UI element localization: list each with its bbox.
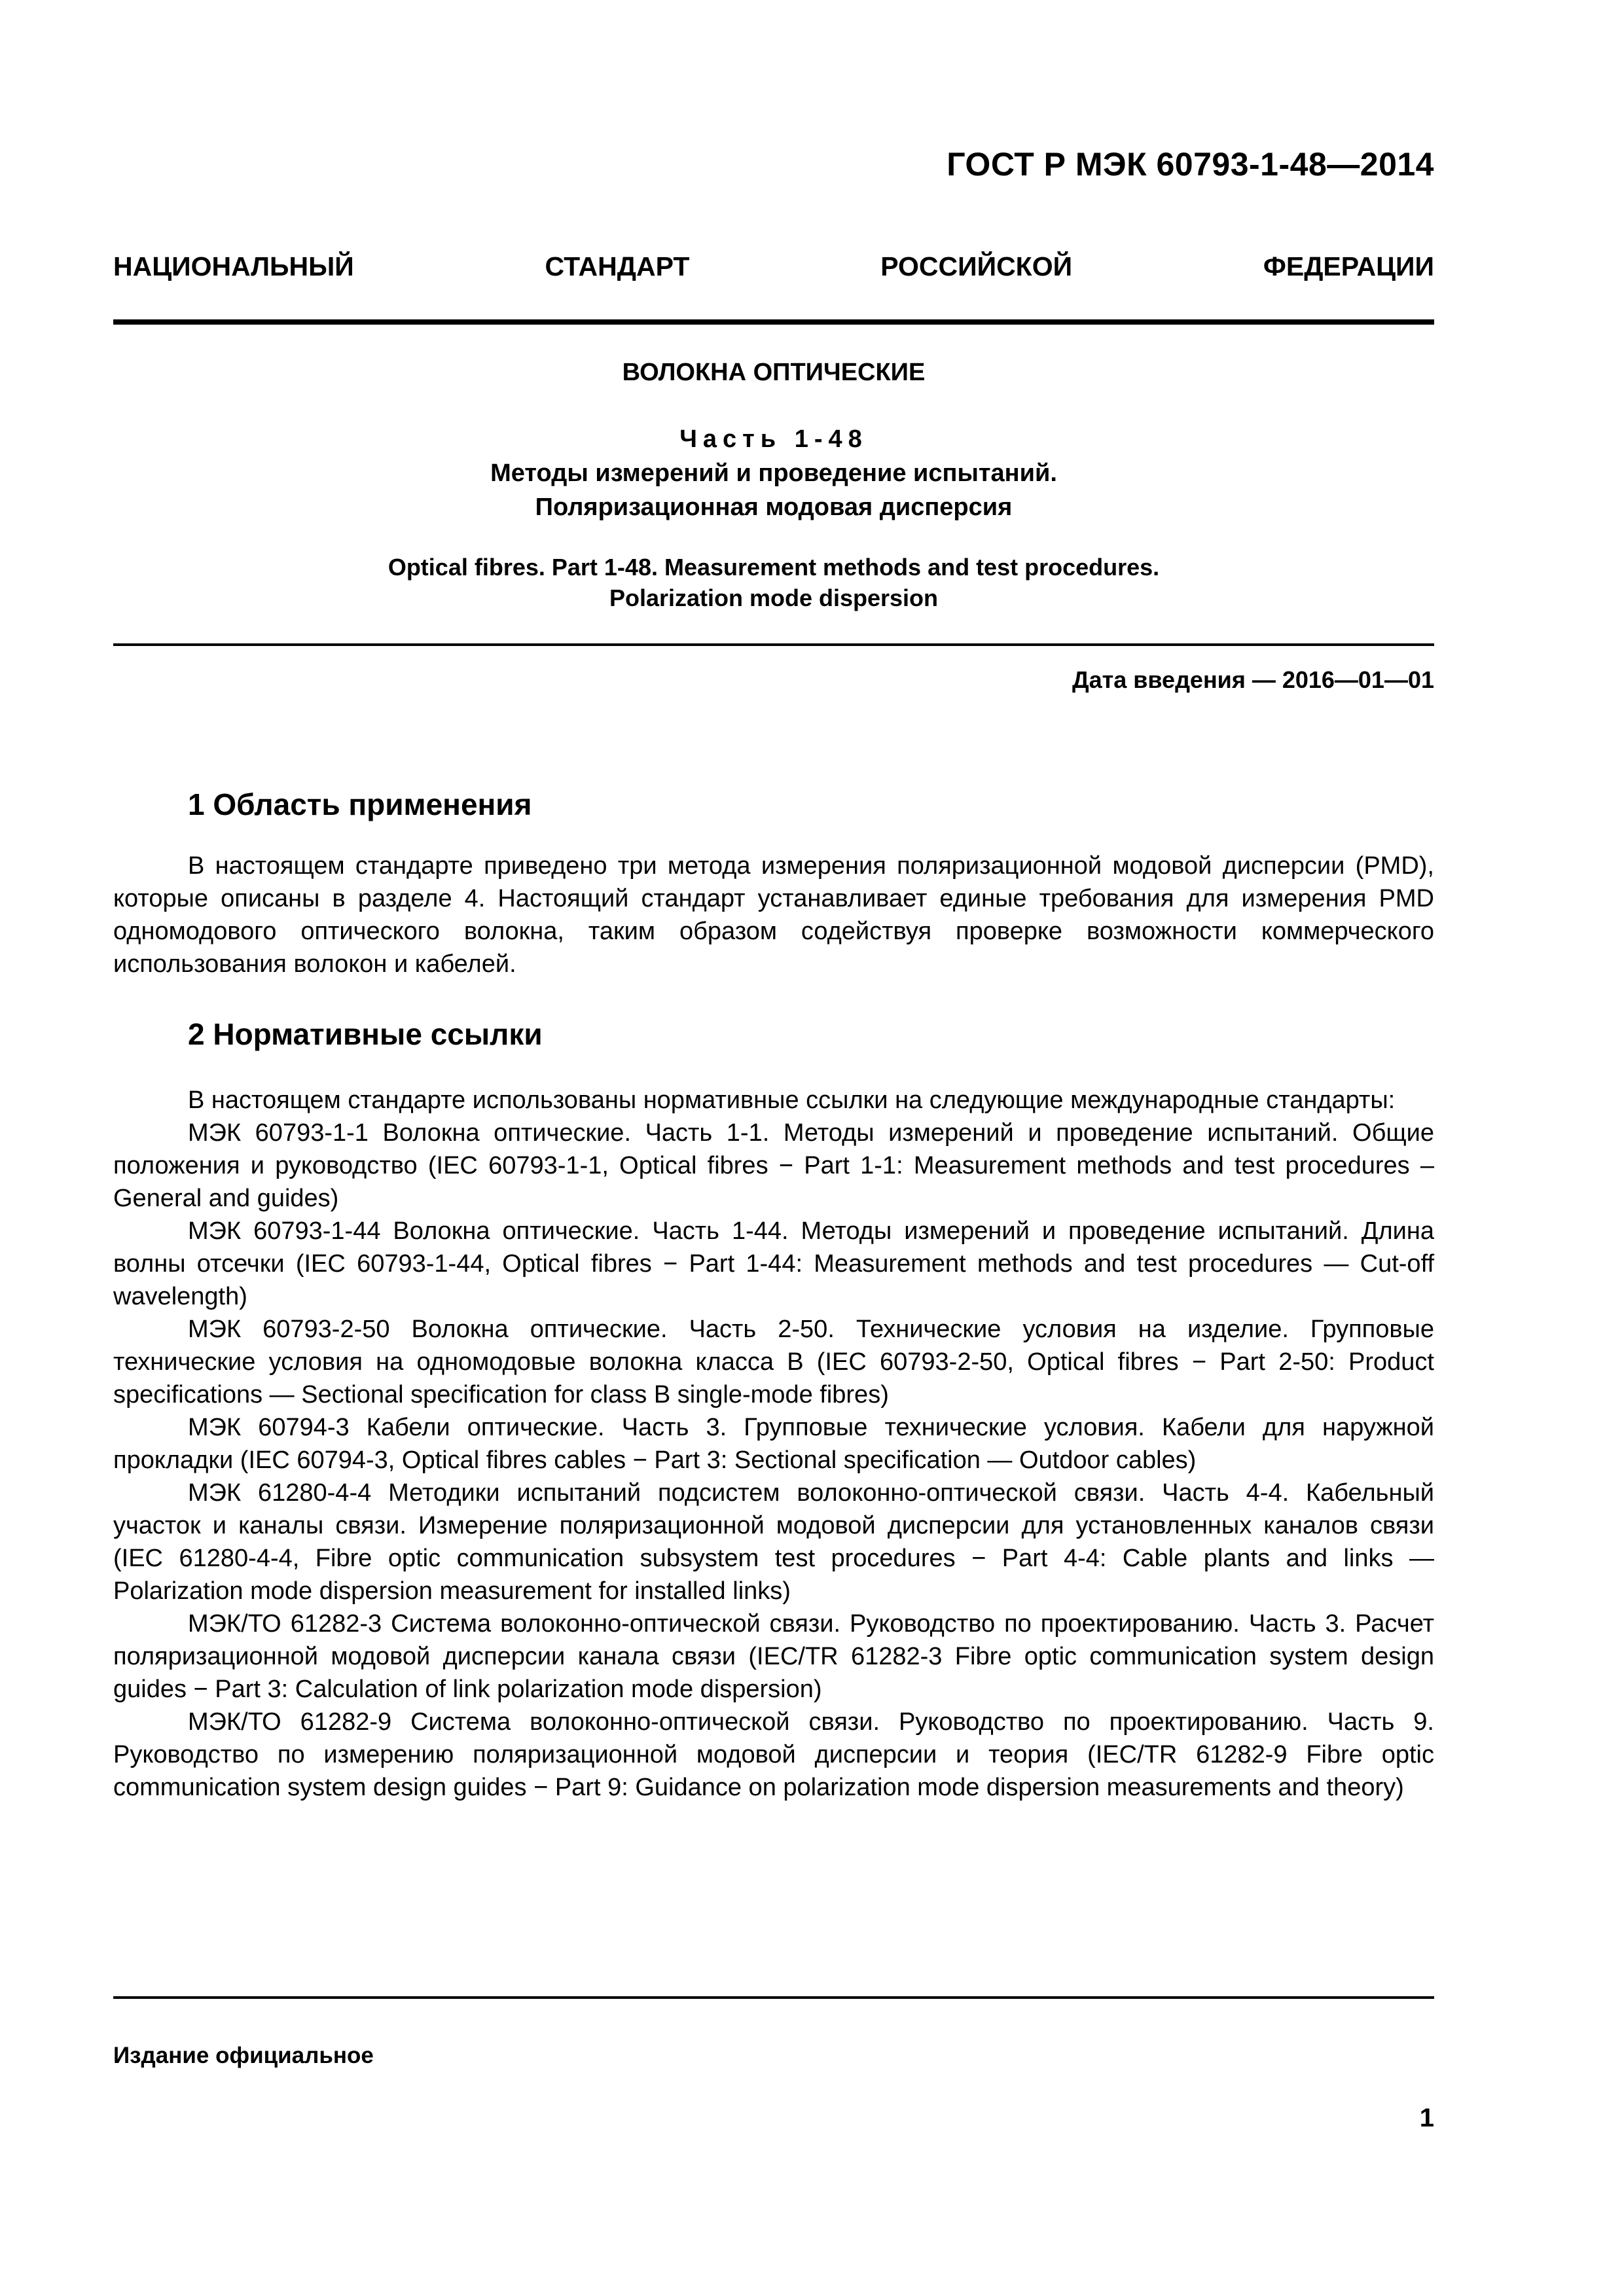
section-heading-scope: 1 Область применения [188, 787, 532, 821]
section-heading-references: 2 Нормативные ссылки [188, 1017, 543, 1051]
english-title-line-2: Polarization mode dispersion [609, 584, 939, 611]
subtitle-line-1: Методы измерений и проведение испытаний. [490, 459, 1057, 487]
reference-item: МЭК 60794-3 Кабели оптические. Часть 3. Групповые технические условия. Кабели для наружной прокладки (IEC 60794-3, Optical fibres cables − Part 3: Sectional specification — Outdoor cables) [113, 1414, 1434, 1474]
reference-item: МЭК 60793-2-50 Волокна оптические. Часть 2-50. Технические условия на изделие. Групповые технические условия на одномодовые волокна класса B (IEC 60793-2-50, Optical fibres − Part 2-50: Product specifications — Sectional specification for class B single-mode fibres) [113, 1316, 1434, 1408]
reference-item: МЭК 60793-1-1 Волокна оптические. Часть 1-1. Методы измерений и проведение испытаний. Общие положения и руководство (IEC 60793-1-1, Optical fibres − Part 1-1: Measurement methods and test procedures –General and guides) [113, 1119, 1434, 1212]
paragraph: В настоящем стандарте использованы нормативные ссылки на следующие международные стандарты: [188, 1086, 1396, 1114]
title-divider [113, 643, 1434, 646]
part-number: Часть 1-48 [679, 425, 868, 453]
reference-item: МЭК 61280-4-4 Методики испытаний подсистем волоконно-оптической связи. Часть 4-4. Кабельный участок и каналы связи. Измерение поляризационной модовой дисперсии для установленных каналов связи (IEC 61280-4-4, Fibre optic communication subsystem test procedures − Part 4-4: Cable plants and links — Polarization mode dispersion measurement for installed links) [113, 1479, 1434, 1605]
header-divider [113, 319, 1434, 325]
reference-item: МЭК/ТО 61282-9 Система волоконно-оптической связи. Руководство по проектированию. Часть 9. Руководство по измерению поляризационной модовой дисперсии и теория (IEC/TR 61282-9 Fibre optic communication system design guides − Part 9: Guidance on polarization mode dispersion measurements and theory) [113, 1708, 1434, 1801]
section-body-scope [113, 850, 1434, 980]
reference-item: МЭК/ТО 61282-3 Система волоконно-оптической связи. Руководство по проектированию. Часть 3. Расчет поляризационной модовой дисперсии канала связи (IEC/TR 61282-3 Fibre optic communication system design guides − Part 3: Calculation of link polarization mode dispersion) [113, 1610, 1434, 1703]
section-body-references [113, 1084, 1434, 1804]
national-standard-line: НАЦИОНАЛЬНЫЙ СТАНДАРТ РОССИЙСКОЙ ФЕДЕРАЦИИ [113, 251, 1434, 281]
introduction-date: Дата введения — 2016—01—01 [1072, 666, 1434, 693]
subtitle-line-2: Поляризационная модовая дисперсия [535, 493, 1013, 521]
footer-divider [113, 1996, 1434, 1999]
paragraph: В настоящем стандарте приведено три метода измерения поляризационной модовой дисперсии (PMD), которые описаны в разделе 4. Настоящий стандарт устанавливает единые требования для измерения PMD одномодового оптического волокна, таким образом содействуя проверке возможности коммерческого использования волокон и кабелей. [113, 852, 1434, 978]
english-title-line-1: Optical fibres. Part 1-48. Measurement methods and test procedures. [388, 554, 1160, 581]
reference-item: МЭК 60793-1-44 Волокна оптические. Часть 1-44. Методы измерений и проведение испытаний. Длина волны отсечки (IEC 60793-1-44, Optical fibres − Part 1-44: Measurement methods and test procedures — Cut-off wavelength) [113, 1217, 1434, 1310]
standard-code: ГОСТ Р МЭК 60793-1-48—2014 [947, 146, 1434, 183]
page-number: 1 [1419, 2104, 1434, 2132]
official-edition-label: Издание официальное [113, 2043, 374, 2068]
document-title: ВОЛОКНА ОПТИЧЕСКИЕ [622, 359, 926, 386]
